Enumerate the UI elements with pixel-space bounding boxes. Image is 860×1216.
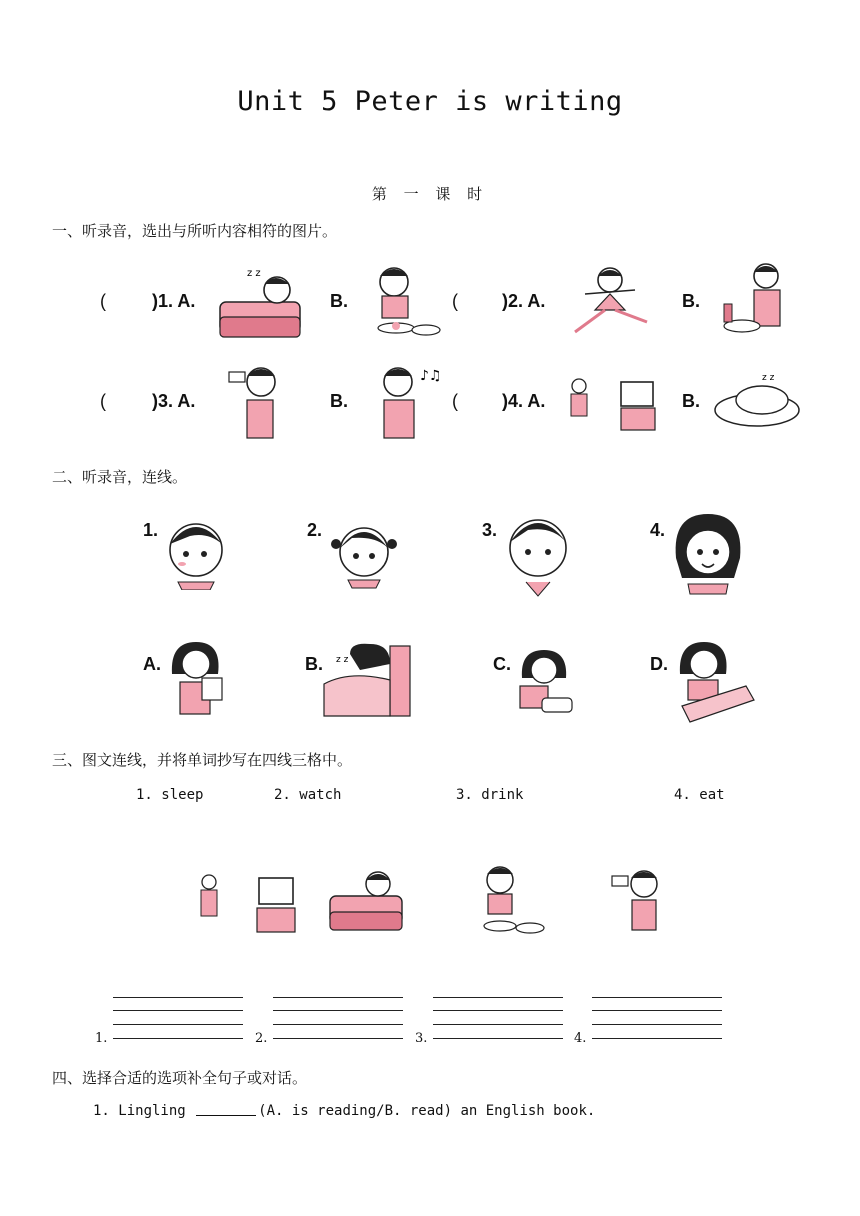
match-top-3-label: 3. bbox=[482, 520, 498, 540]
q2-b-label: B. bbox=[682, 291, 700, 311]
svg-text:z z: z z bbox=[247, 268, 261, 279]
girl-writing-icon bbox=[676, 640, 756, 724]
q1-paren: ( bbox=[100, 291, 106, 311]
section1-heading: 一、听录音，选出与所听内容相符的图片。 bbox=[52, 222, 338, 240]
writing-lines-2[interactable]: 2. bbox=[255, 995, 405, 1045]
sleeping-in-bed-icon bbox=[215, 262, 310, 340]
match-top-4-label: 4. bbox=[650, 520, 666, 540]
dancing-girl-icon bbox=[565, 260, 655, 340]
singing-boy-icon bbox=[362, 360, 447, 442]
svg-text:♪♫: ♪♫ bbox=[420, 368, 442, 384]
girl-sleeping-icon bbox=[320, 640, 416, 720]
match-bottom-c-label: C. bbox=[493, 654, 511, 674]
girl-reading-icon bbox=[166, 640, 228, 722]
match-bottom-a-label: A. bbox=[143, 654, 161, 674]
drinking-boy-icon bbox=[225, 360, 285, 442]
sleeping-in-bed-small-icon bbox=[326, 860, 408, 936]
woman-face-icon bbox=[668, 508, 748, 596]
eating-small-icon bbox=[470, 860, 554, 940]
match-bottom-d-label: D. bbox=[650, 654, 668, 674]
girl-face-icon bbox=[326, 512, 402, 590]
q4-label: )4. A. bbox=[502, 391, 546, 411]
q3-paren: ( bbox=[100, 391, 106, 411]
girl-playing-toy-car-icon bbox=[512, 648, 578, 718]
eating-at-table-icon bbox=[358, 260, 448, 340]
svg-text:z z: z z bbox=[762, 373, 775, 383]
sleeping-dog-icon bbox=[712, 370, 802, 430]
match-top-2-label: 2. bbox=[307, 520, 323, 540]
word-drink: 3. drink bbox=[456, 787, 524, 803]
q3-label: )3. A. bbox=[152, 391, 196, 411]
drinking-small-icon bbox=[608, 864, 666, 934]
q4-paren: ( bbox=[452, 391, 458, 411]
lesson-subtitle: 第 一 课 时 bbox=[371, 185, 489, 203]
watching-tv-small-icon bbox=[195, 872, 300, 936]
watching-tv-icon bbox=[565, 376, 660, 434]
man-face-icon bbox=[500, 508, 576, 598]
writing-lines-4[interactable]: 4. bbox=[574, 995, 724, 1045]
word-sleep: 1. sleep bbox=[136, 787, 204, 803]
writing-lines-3[interactable]: 3. bbox=[415, 995, 565, 1045]
section3-heading: 三、图文连线，并将单词抄写在四线三格中。 bbox=[52, 751, 353, 769]
q4-b-label: B. bbox=[682, 391, 700, 411]
word-watch: 2. watch bbox=[274, 787, 342, 803]
match-top-1-label: 1. bbox=[143, 520, 159, 540]
q2-label: )2. A. bbox=[502, 291, 546, 311]
q2-paren: ( bbox=[452, 291, 458, 311]
section4-heading: 四、选择合适的选项补全句子或对话。 bbox=[52, 1069, 308, 1087]
q3-b-label: B. bbox=[330, 391, 348, 411]
cooking-mother-icon bbox=[712, 260, 802, 342]
page-title: Unit 5 Peter is writing bbox=[237, 86, 623, 117]
q1-b-label: B. bbox=[330, 291, 348, 311]
match-bottom-b-label: B. bbox=[305, 654, 323, 674]
q1-label: )1. A. bbox=[152, 291, 196, 311]
answer-blank[interactable] bbox=[196, 1104, 256, 1116]
word-eat: 4. eat bbox=[674, 787, 725, 803]
section2-heading: 二、听录音，连线。 bbox=[52, 468, 188, 486]
question-4-1: 1. Lingling (A. is reading/B. read) an English book. bbox=[93, 1103, 596, 1119]
writing-lines-1[interactable]: 1. bbox=[95, 995, 245, 1045]
svg-text:z z: z z bbox=[336, 655, 349, 665]
boy-face-icon bbox=[160, 510, 230, 590]
